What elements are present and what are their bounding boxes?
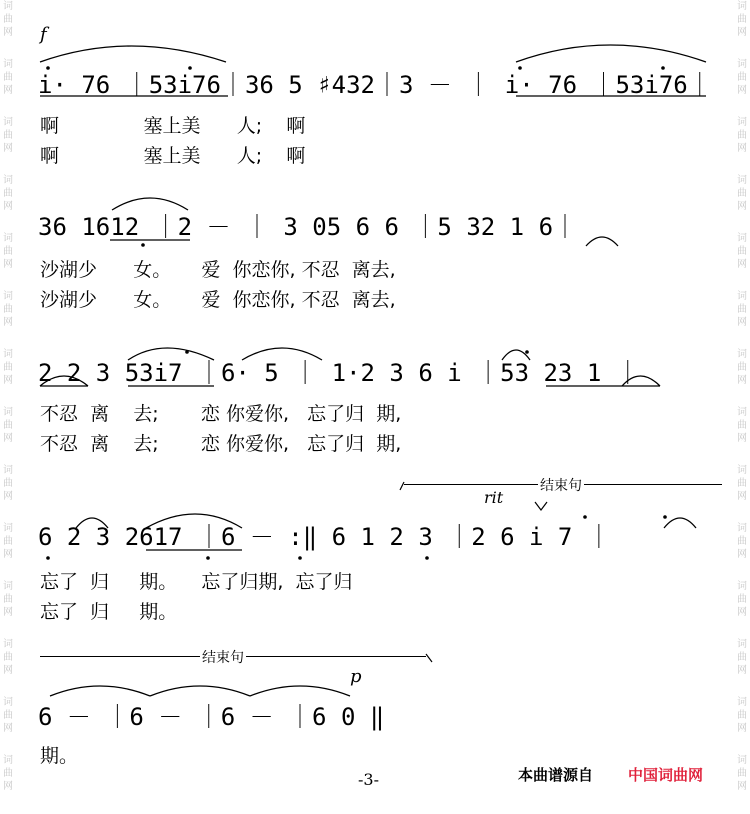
lyric-line-1b: 啊 塞上美 人; 啊: [40, 145, 306, 167]
phrase-label-1: 结束句: [538, 475, 584, 495]
watermark-right: 词 曲 网 词 曲 网 词 曲 网 词 曲 网 词 曲 网 词 曲 网 词 曲 网 词 曲 网 词 曲 网 词 曲 网 词 曲 网 词 曲 网 词 曲 网 词 曲 网: [737, 1, 747, 792]
lyric-line-1a: 啊 塞上美 人; 啊: [40, 115, 306, 137]
lyric-line-4a: 忘了 归 期。 忘了归期, 忘了归: [40, 571, 353, 593]
source-label: 本曲谱源自: [518, 766, 594, 784]
notation-line-2: 36 1612 ｜2 － ｜ 3 05 6 6 ｜5 32 1 6｜: [38, 213, 578, 241]
lyric-line-5a: 期。: [40, 745, 79, 767]
watermark-left: 词 曲 网 词 曲 网 词 曲 网 词 曲 网 词 曲 网 词 曲 网 词 曲 网 词 曲 网 词 曲 网 词 曲 网 词 曲 网 词 曲 网 词 曲 网 词 曲 网: [3, 1, 13, 792]
lyric-line-3b: 不忍 离 去; 恋 你爱你, 忘了归 期,: [40, 433, 402, 455]
page-number: -3-: [358, 770, 379, 789]
dynamic-piano: p: [350, 666, 362, 687]
rit-marking: rit: [484, 488, 504, 507]
phrase-label-2: 结束句: [200, 647, 246, 667]
lyric-line-4b: 忘了 归 期。: [40, 601, 178, 623]
notation-line-4: 6 2 3 2617 ｜6 － :‖ 6 1 2 3 ｜2 6 i 7 ｜: [38, 523, 611, 551]
lyric-line-3a: 不忍 离 去; 恋 你爱你, 忘了归 期,: [40, 403, 402, 425]
source-site-link[interactable]: 中国词曲网: [628, 766, 704, 784]
notation-line-1: i· 76 ｜53i76｜36 5 ♯432｜3 － ｜ i· 76 ｜53i76｜: [38, 71, 712, 99]
notation-line-3: 2 2 3 53i7 ｜6· 5 ｜ 1·2 3 6 i ｜53 23 1 ｜: [38, 359, 640, 387]
lyric-line-2b: 沙湖少 女。 爱 你恋你, 不忍 离去,: [40, 289, 396, 311]
dynamic-forte: f: [40, 24, 47, 45]
notation-line-5: 6 － ｜6 － ｜6 － ｜6 0 ‖: [38, 703, 385, 731]
lyric-line-2a: 沙湖少 女。 爱 你恋你, 不忍 离去,: [40, 259, 396, 281]
